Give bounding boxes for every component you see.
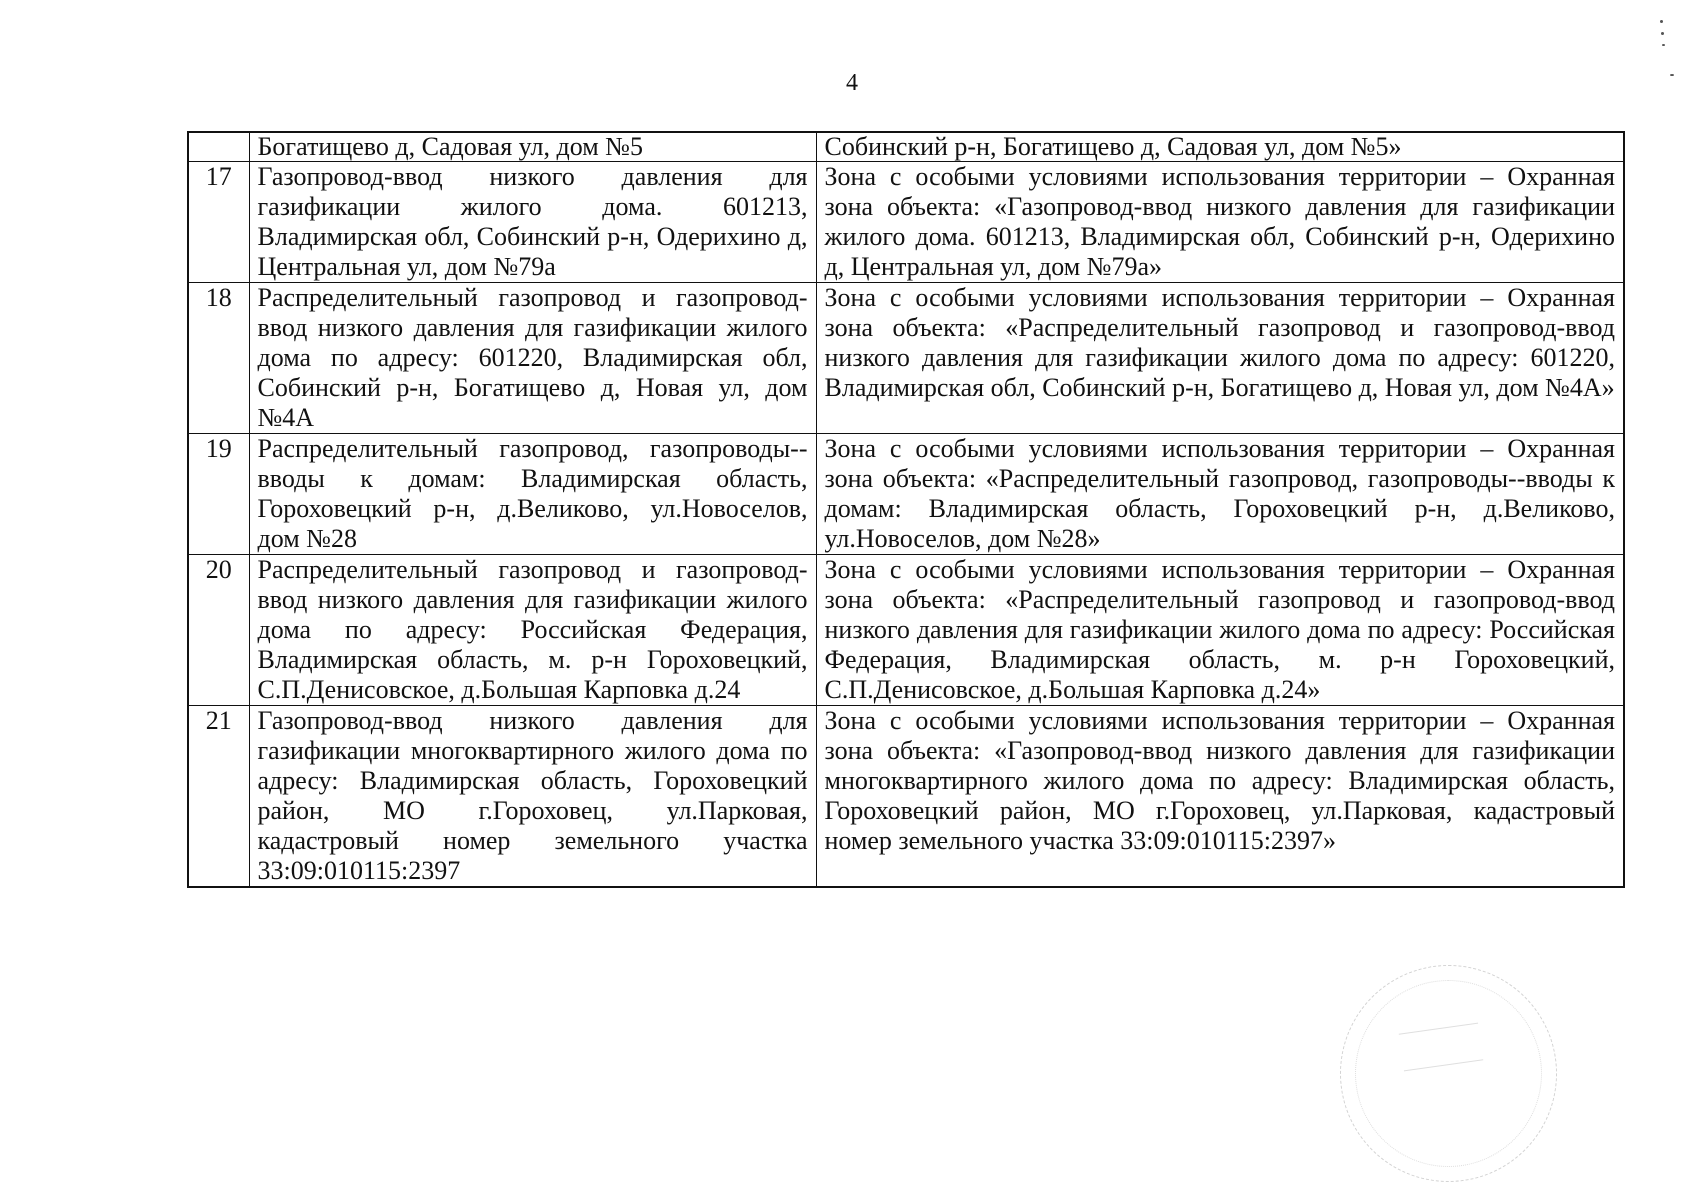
scan-speck: [1670, 74, 1674, 76]
page-number: 4: [846, 70, 858, 96]
faint-stamp: [1340, 965, 1557, 1182]
zone-description: Зона с особыми условиями использования территории – Охранная зона объекта: «Распределительный газопровод и газопровод-ввод низкого давления для газификации жилого дома по адресу: Российская Федерация, Владимирская область, м. р-н Гороховецкий, С.П.Денисовское, д.Большая Карповка д.24»: [816, 555, 1624, 706]
row-number: 20: [188, 555, 249, 706]
table-row: [188, 434, 1624, 555]
stamp-inner-ring: [1355, 980, 1542, 1167]
table-row: [188, 132, 1624, 162]
zones-table: [187, 131, 1625, 888]
table-row: [188, 706, 1624, 888]
scan-speck: [1661, 32, 1664, 35]
table-row: [188, 283, 1624, 434]
scan-speck: [1662, 44, 1665, 46]
object-description: Распределительный газопровод и газопровод-ввод низкого давления для газификации жилого дома по адресу: Российская Федерация, Владимирская область, м. р-н Гороховецкий, С.П.Денисовское, д.Большая Карповка д.24: [249, 555, 816, 706]
table-row: [188, 555, 1624, 706]
row-number: 18: [188, 283, 249, 434]
zone-description: Зона с особыми условиями использования территории – Охранная зона объекта: «Распределительный газопровод, газопроводы--вводы к домам: Владимирская область, Гороховецкий р-н, д.Великово, ул.Новоселов, дом №28»: [816, 434, 1624, 555]
object-description: Распределительный газопровод, газопроводы--вводы к домам: Владимирская область, Гороховецкий р-н, д.Великово, ул.Новоселов, дом №28: [249, 434, 816, 555]
object-description: Газопровод-ввод низкого давления для газификации жилого дома. 601213, Владимирская обл, Собинский р-н, Одерихино д, Центральная ул, дом №79а: [249, 162, 816, 283]
row-number: 19: [188, 434, 249, 555]
zone-description: Зона с особыми условиями использования территории – Охранная зона объекта: «Газопровод-ввод низкого давления для газификации жилого дома. 601213, Владимирская обл, Собинский р-н, Одерихино д, Центральная ул, дом №79а»: [816, 162, 1624, 283]
object-description: Распределительный газопровод и газопровод-ввод низкого давления для газификации жилого дома по адресу: 601220, Владимирская обл, Собинский р-н, Богатищево д, Новая ул, дом №4А: [249, 283, 816, 434]
object-description: Богатищево д, Садовая ул, дом №5: [249, 132, 816, 162]
object-description: Газопровод-ввод низкого давления для газификации многоквартирного жилого дома по адресу: Владимирская область, Гороховецкий район, МО г.Гороховец, ул.Парковая, кадастровый номер земельного участка 33:09:010115:2397: [249, 706, 816, 888]
table-row: [188, 162, 1624, 283]
zone-description: Собинский р-н, Богатищево д, Садовая ул, дом №5»: [816, 132, 1624, 162]
row-number: [188, 132, 249, 162]
zone-description: Зона с особыми условиями использования территории – Охранная зона объекта: «Распределительный газопровод и газопровод-ввод низкого давления для газификации жилого дома по адресу: 601220, Владимирская обл, Собинский р-н, Богатищево д, Новая ул, дом №4А»: [816, 283, 1624, 434]
scan-speck: [1660, 20, 1663, 23]
row-number: 17: [188, 162, 249, 283]
row-number: 21: [188, 706, 249, 888]
zone-description: Зона с особыми условиями использования территории – Охранная зона объекта: «Газопровод-ввод низкого давления для газификации многоквартирного жилого дома по адресу: Владимирская область, Гороховецкий район, МО г.Гороховец, ул.Парковая, кадастровый номер земельного участка 33:09:010115:2397»: [816, 706, 1624, 888]
